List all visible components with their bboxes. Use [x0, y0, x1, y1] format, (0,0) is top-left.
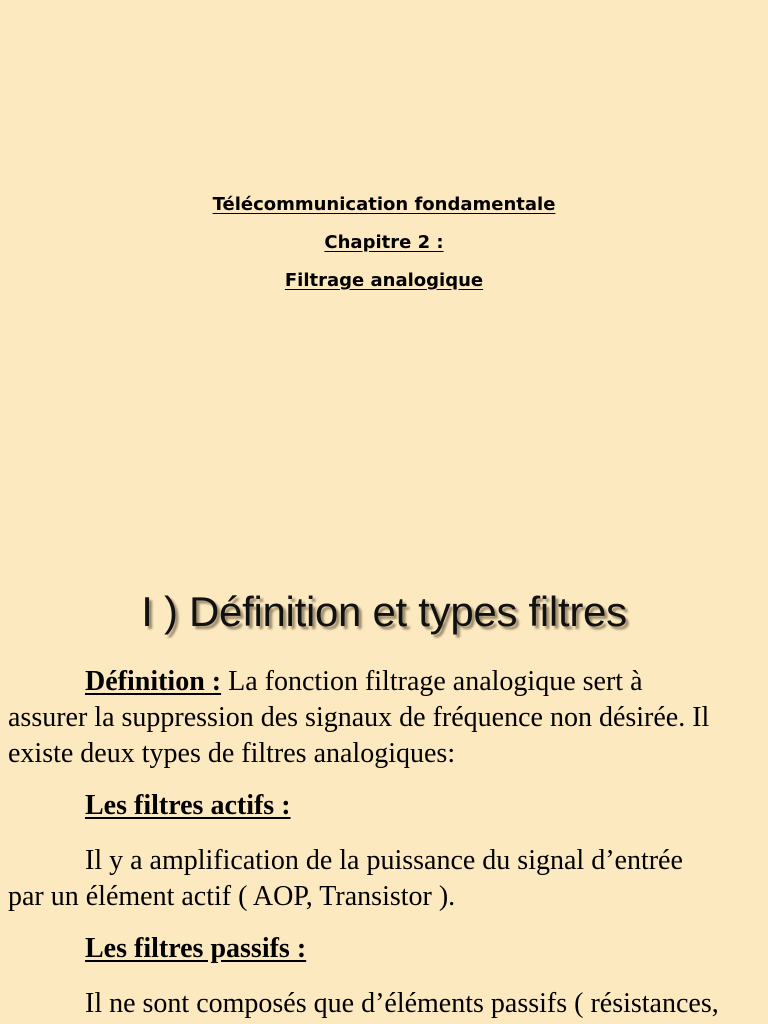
title-block: [0, 190, 768, 304]
course-title-line: [0, 190, 768, 228]
definition-text-rest: assurer la suppression des signaux de fréquence non désirée. Il existe deux types de filtres analogiques:: [8, 702, 710, 769]
chapter-line: [0, 228, 768, 266]
section-heading: I ) Définition et types filtres: [141, 588, 627, 635]
filtres-passifs-text-first: Il ne sont composés que d’éléments passifs ( résistances,: [85, 988, 719, 1019]
chapter-number: Chapitre 2 :: [324, 232, 444, 253]
filtres-passifs-label: Les filtres passifs :: [85, 933, 307, 964]
filtres-actifs-paragraph: [8, 843, 760, 915]
filtres-actifs-label: Les filtres actifs :: [85, 790, 291, 821]
filtres-actifs-heading: [8, 788, 768, 824]
chapter-title: Filtrage analogique: [284, 270, 484, 291]
course-title: Télécommunication fondamentale: [212, 194, 556, 215]
definition-label: Définition :: [85, 666, 222, 697]
filtres-actifs-text-first: Il y a amplification de la puissance du signal d’entrée: [85, 845, 683, 876]
filtres-actifs-text-rest: par un élément actif ( AOP, Transistor ).: [8, 881, 456, 912]
definition-text-first: La fonction filtrage analogique sert à: [221, 666, 643, 697]
filtres-passifs-paragraph: [8, 986, 760, 1022]
filtres-passifs-heading: [8, 931, 768, 967]
definition-first-line: [8, 664, 760, 700]
definition-paragraph: [8, 664, 760, 772]
chapter-title-line: [0, 266, 768, 304]
